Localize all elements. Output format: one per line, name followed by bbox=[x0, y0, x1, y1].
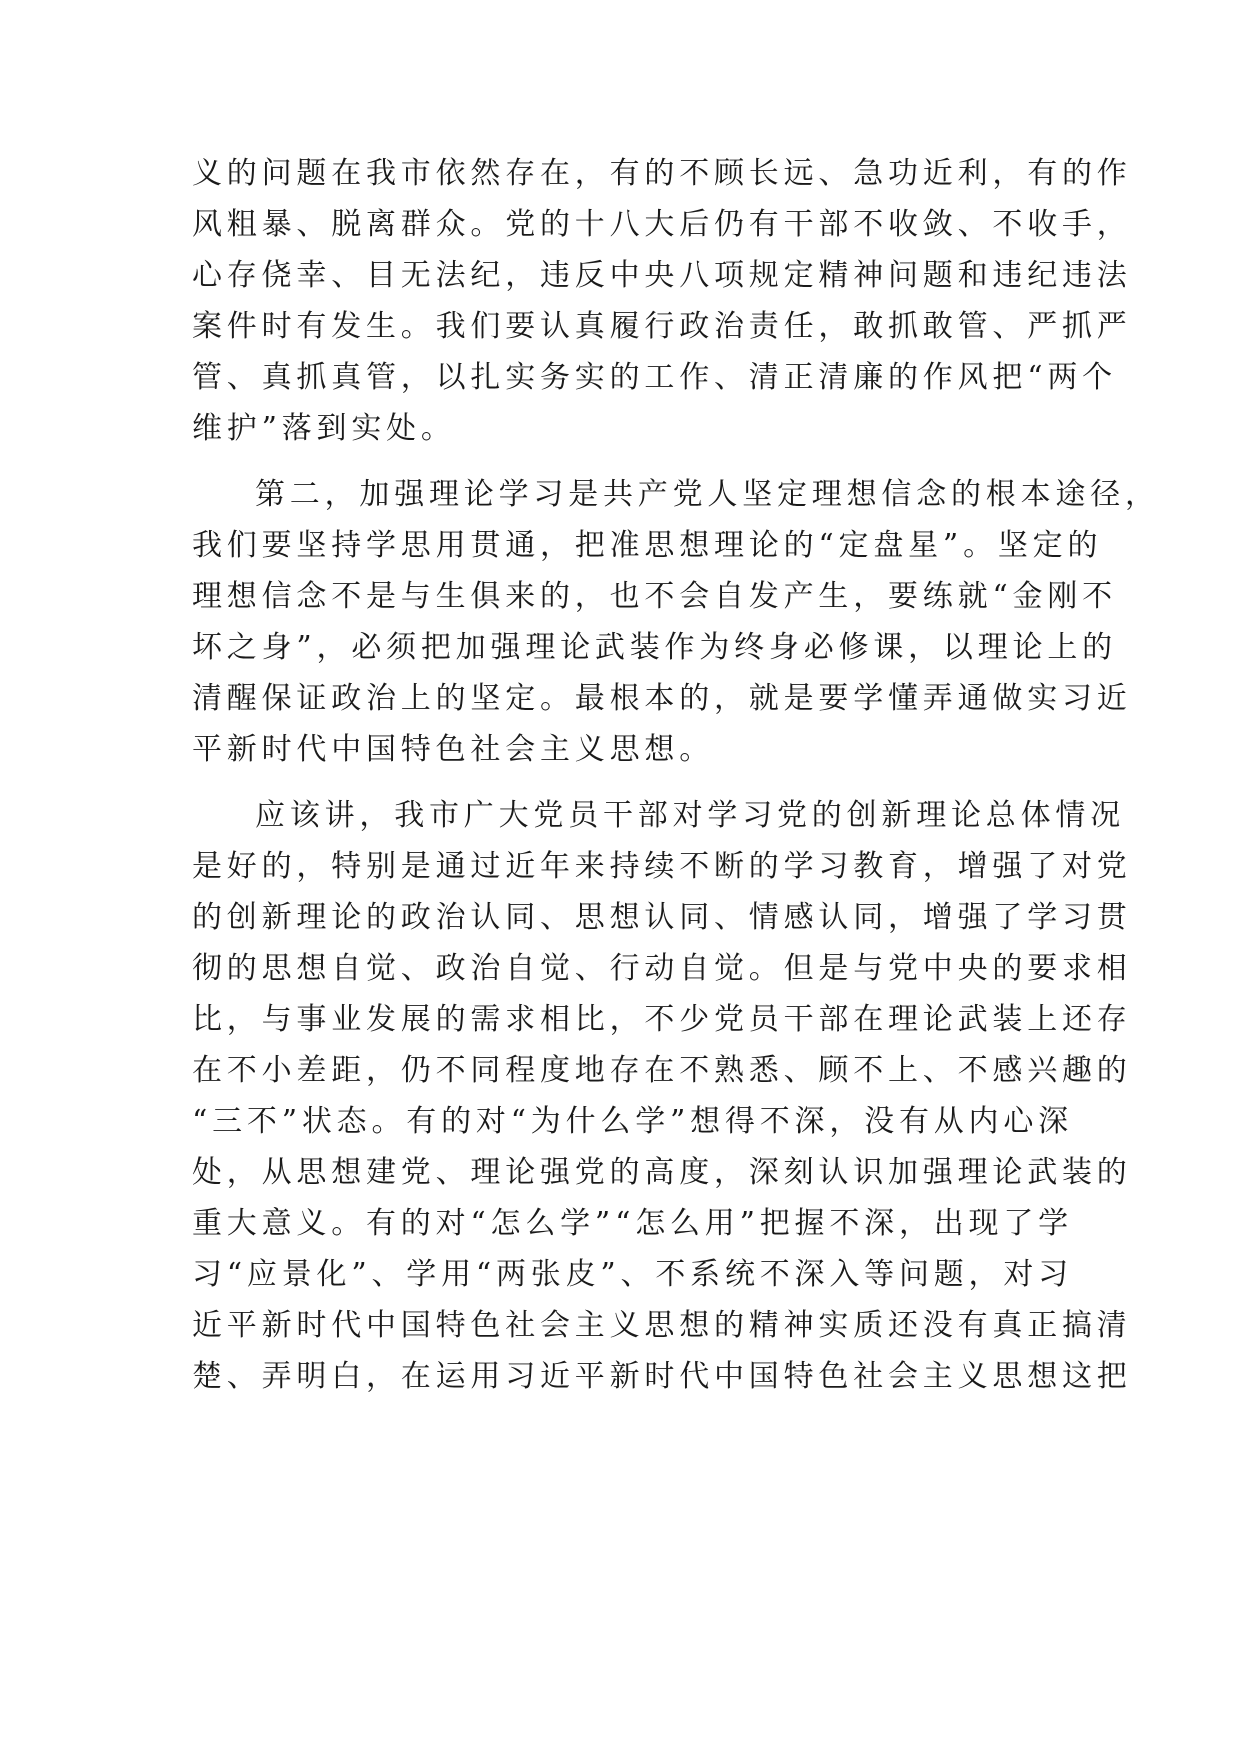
text-line: 义的问题在我市依然存在，有的不顾长远、急功近利，有的作 bbox=[192, 156, 1132, 191]
paragraph-3 bbox=[192, 790, 1132, 1402]
body-text bbox=[192, 148, 1160, 1417]
text-line: 第二，加强理论学习是共产党人坚定理想信念的根本途径， bbox=[255, 477, 1160, 512]
text-line: 的创新理论的政治认同、思想认同、情感认同，增强了学习贯 bbox=[192, 900, 1132, 935]
text-line: 心存侥幸、目无法纪，违反中央八项规定精神问题和违纪违法 bbox=[192, 258, 1132, 293]
text-line: 楚、弄明白，在运用习近平新时代中国特色社会主义思想这把 bbox=[192, 1359, 1132, 1394]
text-line: 我们要坚持学思用贯通，把准思想理论的“定盘星”。坚定的 bbox=[192, 528, 1103, 563]
text-line: 管、真抓真管，以扎实务实的工作、清正清廉的作风把“两个 bbox=[192, 360, 1117, 395]
text-line: 清醒保证政治上的坚定。最根本的，就是要学懂弄通做实习近 bbox=[192, 681, 1132, 716]
paragraph-1 bbox=[192, 148, 1132, 454]
text-line: 应该讲，我市广大党员干部对学习党的创新理论总体情况 bbox=[255, 798, 1125, 833]
text-line: 近平新时代中国特色社会主义思想的精神实质还没有真正搞清 bbox=[192, 1308, 1132, 1343]
text-line: 重大意义。有的对“怎么学”“怎么用”把握不深，出现了学 bbox=[192, 1206, 1073, 1241]
text-line: 习“应景化”、学用“两张皮”、不系统不深入等问题，对习 bbox=[192, 1257, 1073, 1292]
paragraph-2 bbox=[192, 469, 1160, 775]
text-line: 维护”落到实处。 bbox=[192, 411, 456, 446]
text-line: 平新时代中国特色社会主义思想。 bbox=[192, 732, 714, 767]
text-line: 处，从思想建党、理论强党的高度，深刻认识加强理论武装的 bbox=[192, 1155, 1132, 1190]
text-line: 坏之身”，必须把加强理论武装作为终身必修课，以理论上的 bbox=[192, 630, 1117, 665]
text-line: 是好的，特别是通过近年来持续不断的学习教育，增强了对党 bbox=[192, 849, 1132, 884]
text-line: “三不”状态。有的对“为什么学”想得不深，没有从内心深 bbox=[192, 1104, 1073, 1139]
text-line: 彻的思想自觉、政治自觉、行动自觉。但是与党中央的要求相 bbox=[192, 951, 1132, 986]
text-line: 案件时有发生。我们要认真履行政治责任，敢抓敢管、严抓严 bbox=[192, 309, 1132, 344]
text-line: 风粗暴、脱离群众。党的十八大后仍有干部不收敛、不收手， bbox=[192, 207, 1132, 242]
text-line: 比，与事业发展的需求相比，不少党员干部在理论武装上还存 bbox=[192, 1002, 1132, 1037]
text-line: 理想信念不是与生俱来的，也不会自发产生，要练就“金刚不 bbox=[192, 579, 1117, 614]
text-line: 在不小差距，仍不同程度地存在不熟悉、顾不上、不感兴趣的 bbox=[192, 1053, 1132, 1088]
